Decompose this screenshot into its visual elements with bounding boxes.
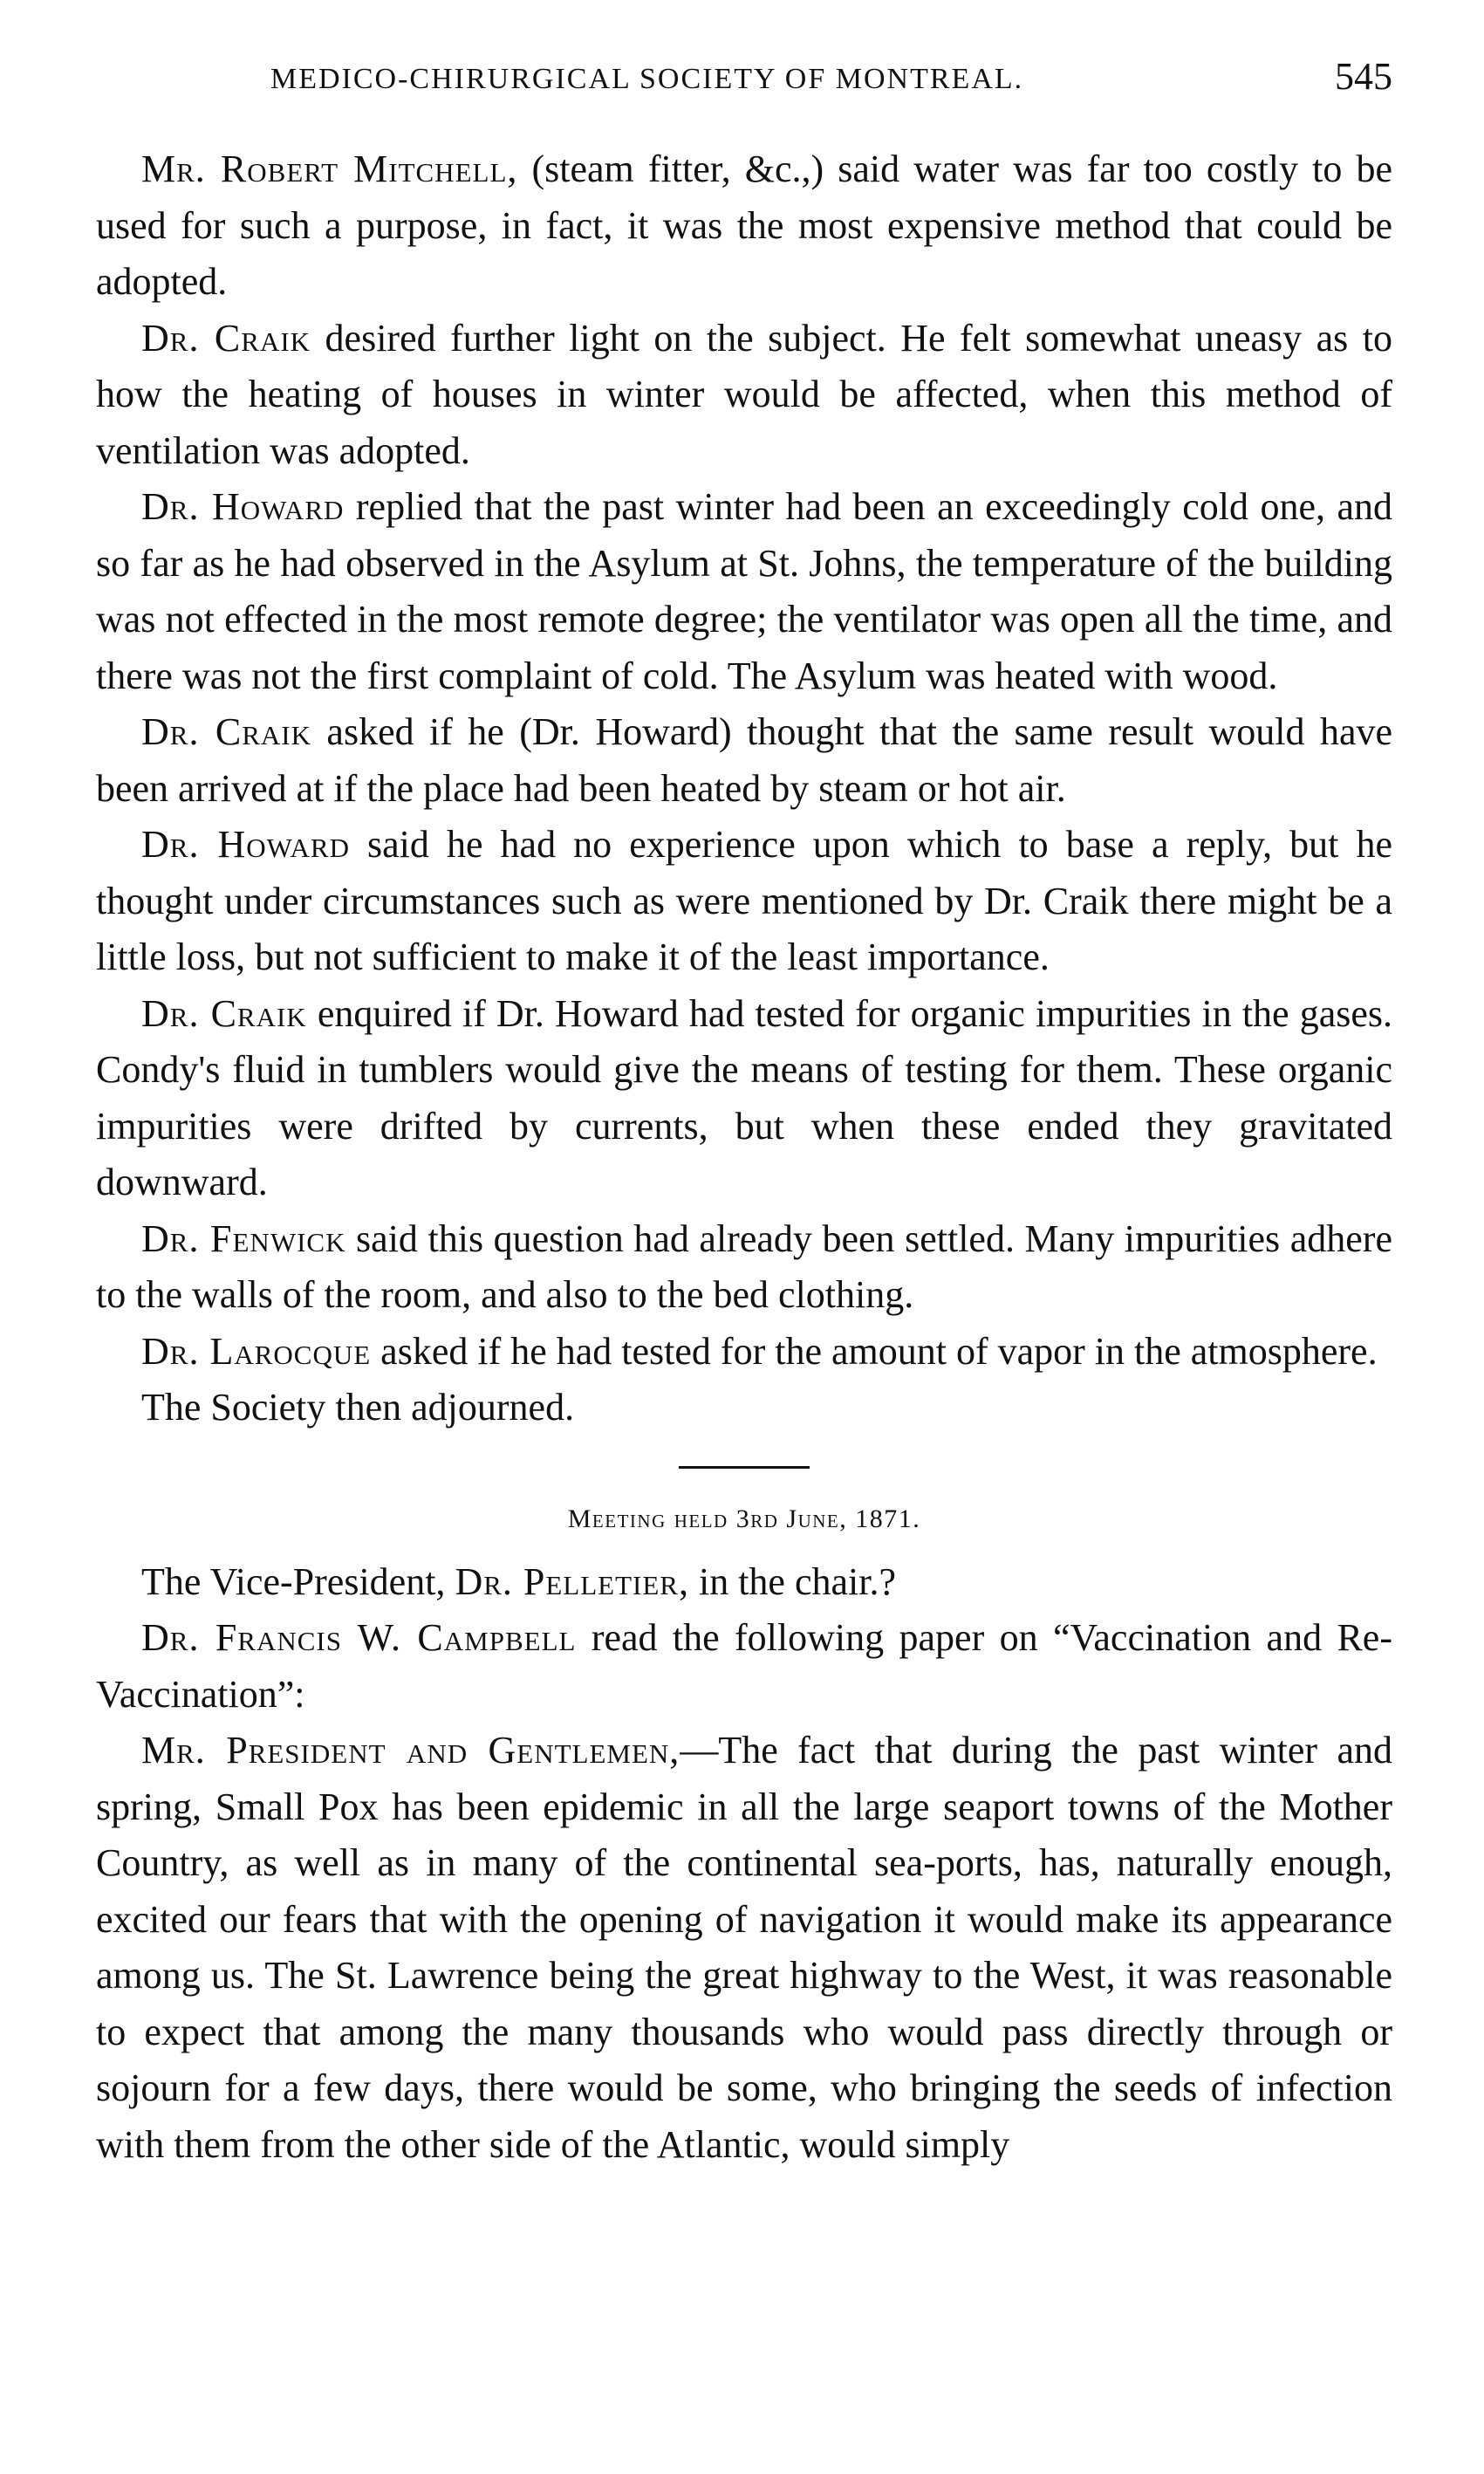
paragraph-fenwick xyxy=(96,1211,1392,1324)
paragraph-text: in the chair.? xyxy=(688,1559,896,1603)
running-title: MEDICO-CHIRURGICAL SOCIETY OF MONTREAL. xyxy=(270,63,1024,95)
speaker-name: Dr. Larocque xyxy=(141,1329,372,1373)
paragraph-larocque xyxy=(96,1324,1392,1381)
paragraph-craik-1 xyxy=(96,311,1392,480)
meeting-heading: Meeting held 3rd June, 1871. xyxy=(567,1504,921,1533)
paragraph-craik-3 xyxy=(96,986,1392,1211)
paragraph-text: asked if he had tested for the amount of vapor in the atmosphere. xyxy=(371,1329,1378,1373)
speaker-name: Dr. Pelletier, xyxy=(455,1559,689,1603)
paragraph-campbell xyxy=(96,1610,1392,1723)
paragraph-text: The Society then adjourned. xyxy=(141,1386,575,1429)
speaker-name: Dr. Craik xyxy=(141,710,311,753)
paragraph-text: said this question had already been settled. Many impurities adhere to the walls of the room, and also to the bed clothing. xyxy=(96,1216,1392,1316)
book-page xyxy=(96,52,1392,2173)
paragraph-howard-2 xyxy=(96,817,1392,986)
paragraph-text: replied that the past winter had been an exceedingly cold one, and so far as he had observed in the Asylum at St. Johns, the temperature of the building was not effected in the most remote degree; the ventilator was open all the time, and there was not the first complaint of cold. The Asylum was heated with wood. xyxy=(96,485,1393,697)
paragraph-text: desired further light on the subject. He felt somewhat uneasy as to how the heating of houses in winter would be affected, when this method of ventilation was adopted. xyxy=(96,316,1393,472)
section-divider xyxy=(679,1466,810,1469)
paragraph-chair xyxy=(96,1554,1392,1611)
paragraph-mitchell xyxy=(96,141,1392,311)
paragraph-text: —The fact that during the past winter and spring, Small Pox has been epidemic in all the large seaport towns of the Mother Country, as well as in many of the continental sea-ports, has, naturally enough, excited our fears that with the opening of navigation it would make its appearance among us. The St. Lawrence being the great highway to the West, it was reasonable to expect that among the many thousands who would pass directly through or sojourn for a few days, there would be some, who bringing the seeds of infection with them from the other side of the Atlantic, would simply xyxy=(96,1729,1392,2166)
speaker-name: Dr. Francis W. Campbell xyxy=(141,1616,577,1659)
paragraph-prefix: The Vice-President, xyxy=(141,1559,455,1603)
speaker-name: Dr. Craik xyxy=(141,316,311,360)
speaker-name: Dr. Howard xyxy=(141,485,345,528)
paragraph-text: (steam fitter, &c.,) said water was far too costly to be used for such a purpose, in fact, it was the most expensive method that could be adopted. xyxy=(96,147,1392,303)
speaker-name: Mr. Robert Mitchell, xyxy=(141,147,518,190)
running-head xyxy=(96,52,1392,108)
speaker-name: Dr. Craik xyxy=(141,991,307,1035)
speaker-name: Dr. Howard xyxy=(141,823,350,866)
paragraph-text: asked if he (Dr. Howard) thought that the same result would have been arrived at if the place had been heated by steam or hot air. xyxy=(96,710,1393,810)
paragraph-howard-1 xyxy=(96,479,1392,704)
paragraph-address xyxy=(96,1723,1392,2173)
body-text xyxy=(96,141,1392,2173)
salutation: Mr. President and Gentlemen, xyxy=(141,1729,680,1772)
paragraph-text: said he had no experience upon which to base a reply, but he thought under circumstances such as were mentioned by Dr. Craik there might be a little loss, but not sufficient to make it of the least importance. xyxy=(96,823,1392,978)
page-number: 545 xyxy=(1335,55,1392,98)
paragraph-text: read the following paper on “Vaccination and Re-Vaccination”: xyxy=(96,1616,1392,1716)
paragraph-craik-2 xyxy=(96,704,1392,817)
paragraph-adjourned xyxy=(96,1380,1392,1436)
speaker-name: Dr. Fenwick xyxy=(141,1216,346,1260)
paragraph-text: enquired if Dr. Howard had tested for organic impurities in the gases. Condy's fluid in tumblers would give the means of testing for them. These organic impurities were drifted by currents, but when these ended they gravitated downward. xyxy=(96,991,1392,1203)
